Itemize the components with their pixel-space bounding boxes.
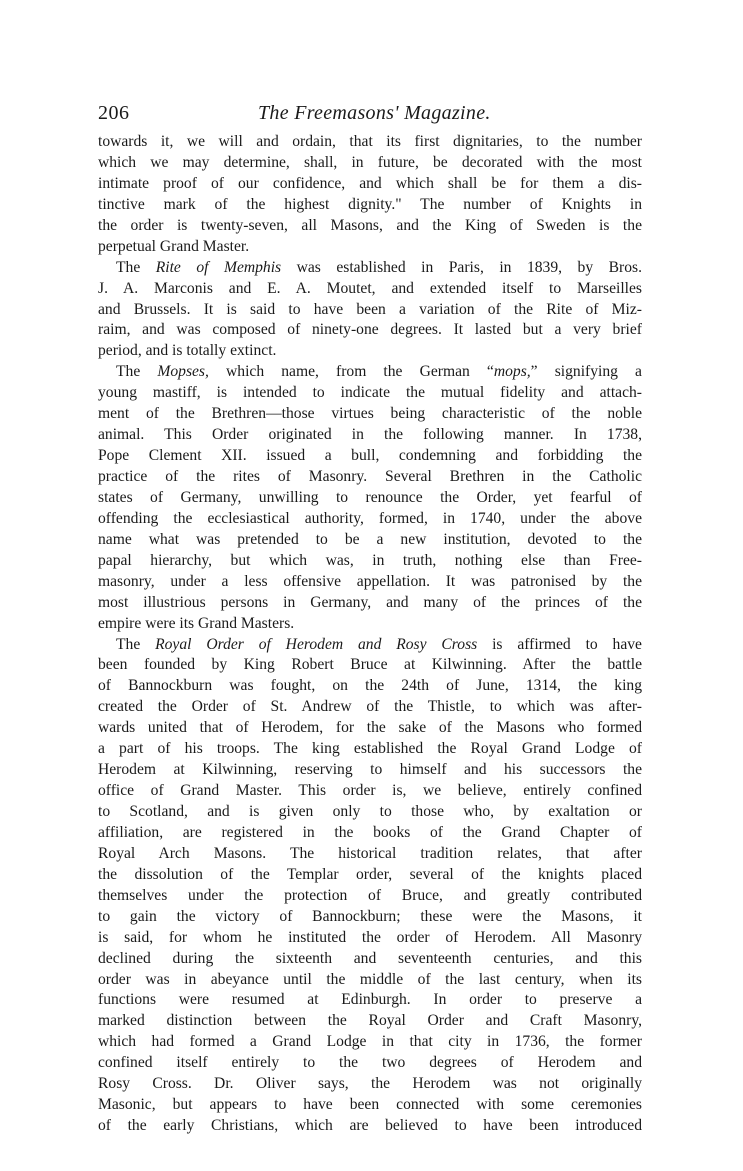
paragraph [98,258,642,363]
text-line: declined during the sixteenth and seventeenth centuries, and this [98,949,642,967]
text-line: is said, for whom he instituted the order of Herodem. All Masonry [98,928,642,946]
text-line: which had formed a Grand Lodge in that city in 1736, the former [98,1033,642,1051]
text-line: towards it, we will and ordain, that its first dignitaries, to the number [98,133,642,150]
text-line: which we may determine, shall, in future, be decorated with the most [98,153,642,171]
text-line: the order is twenty-seven, all Masons, and the King of Sweden is the [98,216,642,234]
text-line: intimate proof of our confidence, and which shall be for them a dis- [98,174,642,192]
text-line: functions were resumed at Edinburgh. In order to preserve a [98,991,642,1009]
text-line: wards united that of Herodem, for the sake of the Masons who formed [98,719,642,737]
text-line: Herodem at Kilwinning, reserving to himself and his successors the [98,761,642,779]
text-line: young mastiff, is intended to indicate the mutual fidelity and attach- [98,384,642,402]
page-number: 206 [98,102,130,124]
text-line: The Royal Order of Herodem and Rosy Cross is affirmed to have [116,635,642,653]
text-line: states of Germany, unwilling to renounce the Order, yet fearful of [98,488,642,506]
text-line: been founded by King Robert Bruce at Kilwinning. After the battle [98,656,642,674]
text-line: offending the ecclesiastical authority, formed, in 1740, under the above [98,509,642,527]
text-line: period, and is totally extinct. [98,342,277,360]
text-line: office of Grand Master. This order is, we believe, entirely confined [98,782,642,800]
text-line: created the Order of St. Andrew of the Thistle, to which was after- [98,698,642,716]
text-line: order was in abeyance until the middle of the last century, when its [98,970,642,988]
text-line: most illustrious persons in Germany, and many of the princes of the [98,593,642,611]
text-line: Royal Arch Masons. The historical tradition relates, that after [98,844,642,862]
text-line: affiliation, are registered in the books of the Grand Chapter of [98,823,642,841]
text-line: tinctive mark of the highest dignity." The number of Knights in [98,195,642,213]
text-line: The Mopses, which name, from the German “mops,” signifying a [116,363,642,381]
text-line: of the early Christians, which are believed to have been introduced [98,1117,642,1135]
text-line: to Scotland, and is given only to those who, by exaltation or [98,803,642,820]
text-line: masonry, under a less offensive appellation. It was patronised by the [98,572,642,590]
page-header [98,100,642,132]
text-line: themselves under the protection of Bruce, and greatly contributed [98,886,642,904]
text-line: a part of his troops. The king established the Royal Grand Lodge of [98,740,642,758]
text-line: marked distinction between the Royal Order and Craft Masonry, [98,1012,642,1030]
text-line: Masonic, but appears to have been connected with some ceremonies [98,1096,642,1114]
paragraph [98,635,642,1138]
text-line: of Bannockburn was fought, on the 24th of June, 1314, the king [98,677,642,695]
text-line: the dissolution of the Templar order, several of the knights placed [98,865,642,883]
text-line: J. A. Marconis and E. A. Moutet, and extended itself to Marseilles [98,279,642,297]
text-line: animal. This Order originated in the following manner. In 1738, [98,426,642,444]
text-line: and Brussels. It is said to have been a variation of the Rite of Miz- [98,300,642,318]
page [98,100,642,1137]
text-line: practice of the rites of Masonry. Several Brethren in the Catholic [98,468,642,485]
running-title: The Freemasons' Magazine. [258,102,491,124]
text-line: ment of the Brethren—those virtues being characteristic of the noble [98,405,642,423]
text-line: to gain the victory of Bannockburn; these were the Masons, it [98,907,642,925]
text-line: papal hierarchy, but which was, in truth, nothing else than Free- [98,551,642,569]
article-body [98,132,642,1137]
text-line: The Rite of Memphis was established in Paris, in 1839, by Bros. [116,258,642,276]
text-line: Pope Clement XII. issued a bull, condemning and forbidding the [98,447,642,465]
text-line: empire were its Grand Masters. [98,614,295,632]
text-line: raim, and was composed of ninety-one degrees. It lasted but a very brief [98,321,642,339]
paragraph [98,362,642,634]
text-line: Rosy Cross. Dr. Oliver says, the Herodem was not originally [98,1075,642,1093]
paragraph [98,132,642,258]
text-line: perpetual Grand Master. [98,237,250,255]
text-line: name what was pretended to be a new institution, devoted to the [98,530,642,548]
text-line: confined itself entirely to the two degrees of Herodem and [98,1054,642,1072]
